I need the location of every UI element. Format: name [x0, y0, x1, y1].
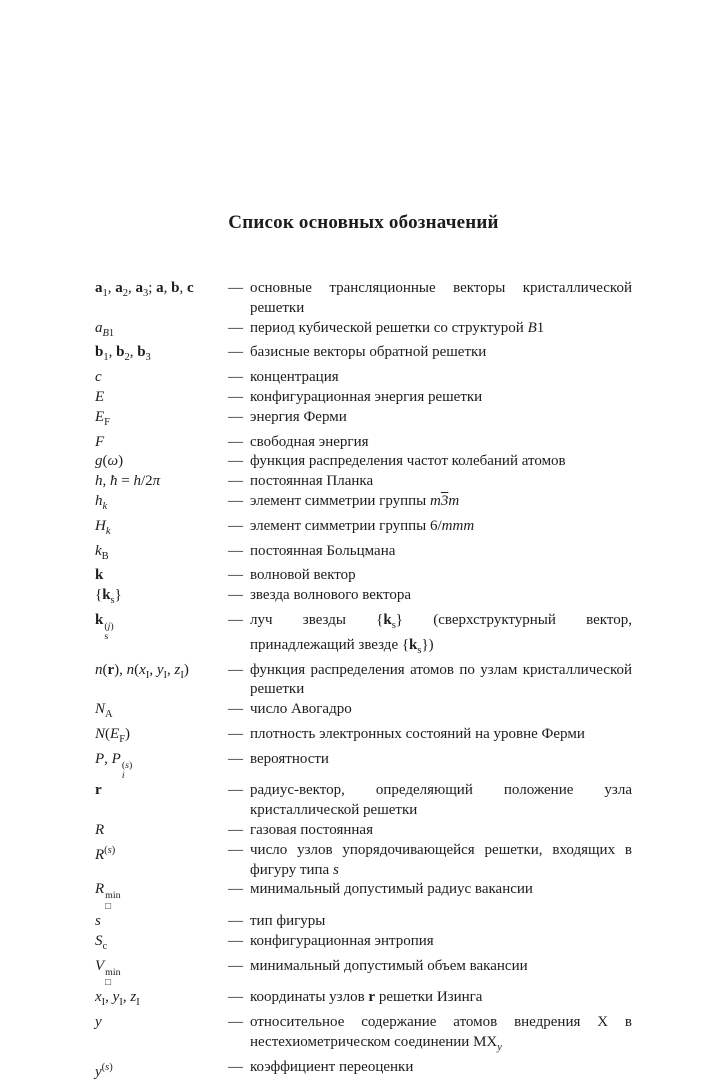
entry-dash: — [228, 822, 243, 839]
entry-description: конфигурационная энтропия [250, 932, 434, 949]
entry-dash: — [228, 492, 243, 509]
notation-entry [95, 586, 632, 611]
notation-entry [95, 452, 632, 472]
entry-symbol: $h_k$ [95, 492, 108, 512]
notation-entry [95, 542, 632, 567]
notation-entry [95, 912, 632, 932]
entry-dash: — [228, 932, 243, 949]
entry-symbol: $a_{B1}$ [95, 319, 115, 339]
entry-description: основные трансляционные векторы кристаллической решетки [250, 280, 632, 316]
entry-dash: — [228, 661, 243, 678]
entry-description: звезда волнового вектора [250, 587, 412, 604]
entry-description: волновой вектор [250, 567, 356, 584]
entry-symbol: g(ω) [95, 453, 124, 470]
entry-description: энергия Ферми [250, 408, 347, 425]
entry-symbol: $\{k_s\}$ [95, 587, 122, 607]
entry-symbol: $k_B$ [95, 542, 109, 562]
entry-dash: — [228, 388, 243, 405]
entry-dash: — [228, 701, 243, 718]
entry-dash: — [228, 344, 243, 361]
entry-description: относительное содержание атомов внедрения X в нестехиометрическом соединении $MX_y$ [250, 1014, 632, 1054]
entry-description: функция распределения частот колебаний атомов [250, 453, 566, 470]
entry-description: свободная энергия [250, 433, 369, 450]
entry-dash: — [228, 453, 243, 470]
entry-description: тип фигуры [250, 913, 326, 930]
entry-description: конфигурационная энергия решетки [250, 388, 483, 405]
entry-symbol: E [95, 388, 105, 405]
entry-symbol: P, P (s) i [95, 750, 133, 782]
entry-dash: — [228, 280, 243, 296]
notation-entry [95, 781, 632, 821]
entry-description: радиус-вектор, определяющий положение узла кристаллической решетки [250, 782, 632, 819]
entry-symbol: F [95, 433, 105, 450]
entry-description: период кубической решетки со структурой B1 [250, 319, 545, 336]
entry-description: постоянная Планка [250, 473, 374, 490]
notation-entry [95, 343, 632, 368]
entry-symbol: $H_k$ [95, 517, 111, 537]
entry-symbol: $b_1$, $b_2$, $b_3$ [95, 344, 151, 364]
entry-symbol: $N_A$ [95, 701, 113, 721]
notation-entry [95, 492, 632, 517]
notation-entry [95, 433, 632, 453]
notation-entry [95, 700, 632, 725]
entry-dash: — [228, 881, 243, 898]
entry-symbol: $a_1$, $a_2$, $a_3$; a, b, c [95, 280, 194, 299]
entry-dash: — [228, 841, 243, 858]
entry-symbol: $x_I$, $y_I$, $z_I$ [95, 989, 140, 1009]
entry-description: плотность электронных состояний на уровне Ферми [250, 725, 585, 742]
entry-description: число Авогадро [250, 701, 352, 718]
notation-entry [95, 368, 632, 388]
entry-description: элемент симметрии группы 6/mmm [250, 517, 475, 534]
entry-symbol: r [95, 782, 102, 799]
entry-dash: — [228, 567, 243, 584]
notation-entry [95, 957, 632, 989]
entry-description: координаты узлов r решетки Изинга [250, 989, 483, 1006]
entry-description: луч звезды $\{k_s\}$ (сверхструктурный вектор, принадлежащий звезде $\{k_s\}$) [250, 611, 632, 656]
entry-symbol: c [95, 369, 102, 386]
entry-dash: — [228, 369, 243, 386]
notation-entry [95, 1058, 632, 1083]
notation-entry [95, 279, 632, 319]
entry-description: постоянная Больцмана [250, 542, 396, 559]
page-title: Список основных обозначений [228, 212, 499, 233]
entry-dash: — [228, 473, 243, 490]
entry-dash: — [228, 542, 243, 559]
entry-symbol: $R^{(s)}$ [95, 844, 116, 863]
entry-description: минимальный допустимый радиус вакансии [250, 881, 533, 898]
entry-description: коэффициент переоценки [250, 1058, 414, 1075]
entry-symbol: $N(E_F)$ [95, 725, 131, 745]
notation-entry [95, 472, 632, 492]
entry-symbol: y [95, 1014, 102, 1031]
entry-dash: — [228, 319, 243, 336]
entry-description: функция распределения атомов по узлам кристаллической решетки [250, 661, 632, 698]
entry-description: число узлов упорядочивающейся решетки, входящих в фигуру типа s [250, 841, 632, 878]
entry-dash: — [228, 1058, 243, 1075]
notation-entry [95, 880, 632, 912]
notation-entry [95, 611, 632, 661]
notation-entry [95, 750, 632, 782]
entry-symbol: n(r), $n(x_I$, $y_I$, $z_I$) [95, 661, 189, 681]
entry-symbol: k (j) s [95, 611, 114, 643]
entry-symbol: k [95, 567, 104, 584]
notation-entry [95, 566, 632, 586]
entry-description: концентрация [250, 369, 339, 386]
entry-dash: — [228, 989, 243, 1006]
notation-entry [95, 932, 632, 957]
entry-symbol: $y^{(s)}$ [95, 1061, 113, 1080]
entry-dash: — [228, 913, 243, 930]
entry-dash: — [228, 433, 243, 450]
notation-entry [95, 661, 632, 701]
entry-dash: — [228, 408, 243, 425]
entry-symbol: $E_F$ [95, 408, 111, 428]
entry-symbol: R min □ [95, 881, 121, 912]
entry-symbol: V min □ [95, 957, 121, 989]
entry-dash: — [228, 611, 243, 628]
notation-entry [95, 988, 632, 1013]
entry-dash: — [228, 587, 243, 604]
notation-entry [95, 1013, 632, 1058]
entry-symbol: R [95, 822, 105, 839]
entry-description: элемент симметрии группы m3m [250, 492, 460, 509]
entry-description: минимальный допустимый объем вакансии [250, 957, 528, 974]
entry-description: газовая постоянная [250, 822, 373, 839]
entry-dash: — [228, 957, 243, 974]
notation-entry [95, 725, 632, 750]
entry-dash: — [228, 782, 243, 799]
notation-entry [95, 821, 632, 841]
entry-dash: — [228, 750, 243, 767]
entry-description: вероятности [250, 750, 329, 767]
entry-symbol: s [95, 913, 101, 930]
entry-description: базисные векторы обратной решетки [250, 344, 487, 361]
entry-symbol: $S_c$ [95, 932, 108, 952]
entry-dash: — [228, 517, 243, 534]
entry-dash: — [228, 1014, 243, 1031]
notation-entry [95, 841, 632, 881]
notation-entry [95, 388, 632, 408]
notation-entry [95, 408, 632, 433]
notation-entry [95, 319, 632, 344]
entry-dash: — [228, 725, 243, 742]
notation-entry [95, 517, 632, 542]
notation-list [95, 279, 632, 1083]
entry-symbol: h, ħ = h/2π [95, 473, 161, 490]
